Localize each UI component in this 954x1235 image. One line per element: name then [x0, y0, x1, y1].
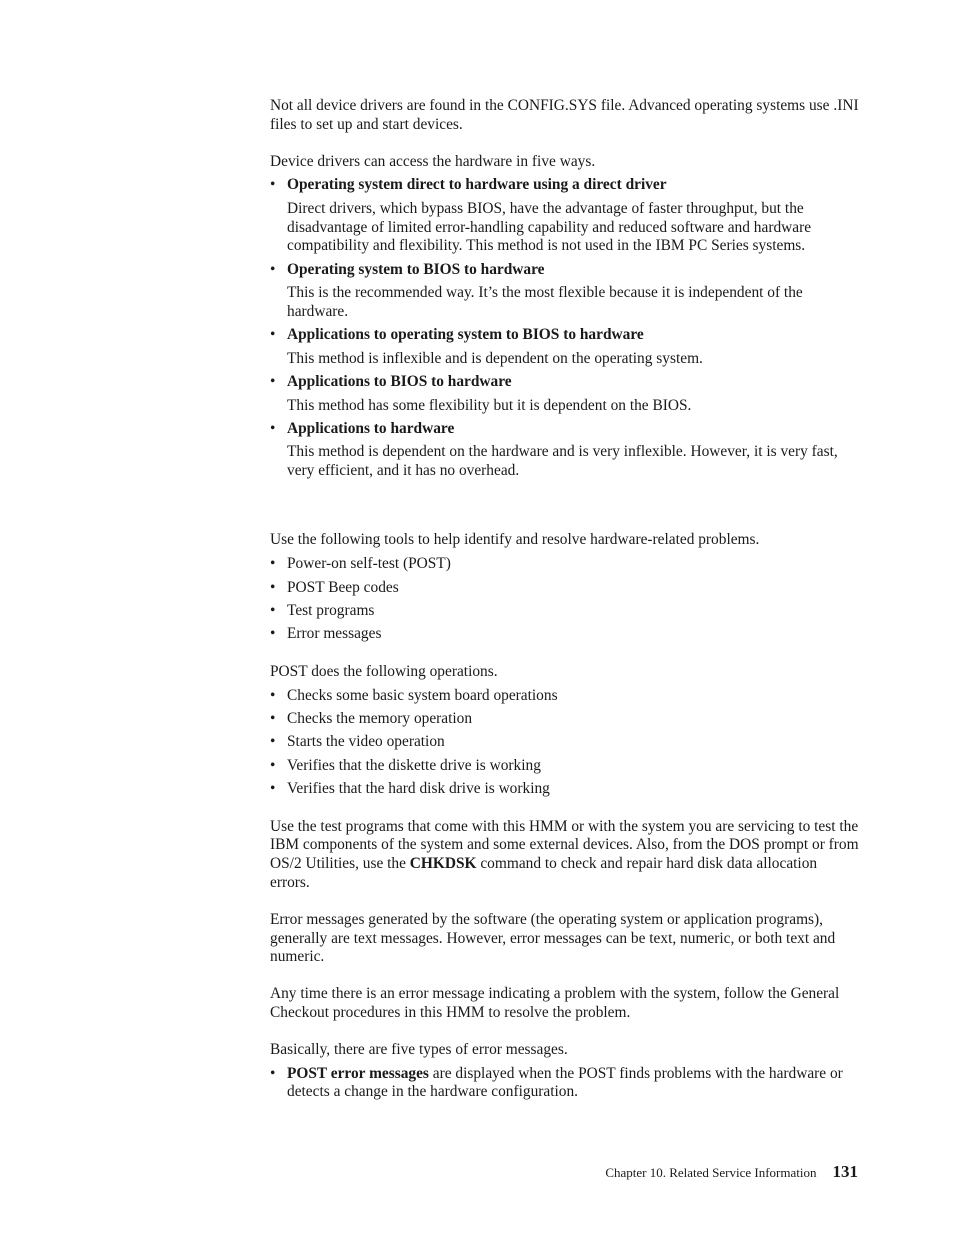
list-item: • Power-on self-test (POST): [270, 555, 860, 574]
list-item-term: • Applications to hardware: [287, 419, 455, 437]
list-item: [270, 373, 860, 415]
list-item-term: • Applications to operating system to BIOS to hardware: [287, 326, 644, 344]
list-item-desc: This is the recommended way. It’s the most flexible because it is independent of the hardware.: [287, 284, 803, 320]
list-item: [270, 420, 860, 481]
list-item: • Starts the video operation: [270, 733, 860, 752]
post-list: [270, 687, 860, 799]
list-item: [270, 326, 860, 368]
list-item-desc: This method has some flexibility but it is dependent on the BIOS.: [287, 396, 692, 414]
access-ways-list: [270, 176, 860, 481]
list-item: • Test programs: [270, 602, 860, 621]
list-item-term: • Applications to BIOS to hardware: [287, 373, 512, 391]
test-programs-paragraph: [270, 818, 860, 893]
intro-paragraph-2: Device drivers can access the hardware in five ways.: [270, 152, 596, 170]
chkdsk-command: CHKDSK: [409, 855, 477, 873]
error-messages-paragraph-3: Basically, there are five types of error messages.: [270, 1040, 568, 1058]
page-number: 131: [832, 1162, 858, 1181]
list-item: • Checks the memory operation: [270, 710, 860, 729]
error-messages-paragraph-2: Any time there is an error message indicating a problem with the system, follow the General Checkout procedures in this HMM to resolve the problem.: [270, 985, 840, 1021]
list-item-term: • Operating system direct to hardware using a direct driver: [287, 176, 667, 194]
list-item-term: POST error messages: [287, 1064, 429, 1082]
tools-list: [270, 555, 860, 644]
page-body: [270, 97, 860, 1107]
error-types-list: [270, 1065, 860, 1103]
tools-intro: Use the following tools to help identify and resolve hardware-related problems.: [270, 531, 760, 549]
list-item: • Error messages: [270, 625, 860, 644]
list-item-term: • Operating system to BIOS to hardware: [287, 260, 545, 278]
list-item: [270, 176, 860, 256]
list-item: [270, 1065, 860, 1103]
list-item-desc: This method is inflexible and is dependent on the operating system.: [287, 349, 703, 367]
test-programs-text-pre: Use the test programs that come with this HMM or with the system you are servicing to test the IBM components of the system and some external devices. Also, from the DOS prompt or from OS/2 Utilities, use the: [270, 817, 859, 873]
list-item: • Checks some basic system board operations: [270, 687, 860, 706]
list-item-desc: This method is dependent on the hardware and is very inflexible. However, it is very fast, very efficient, and it has no overhead.: [287, 443, 838, 480]
post-intro: POST does the following operations.: [270, 662, 498, 680]
page-footer: [605, 1162, 858, 1182]
test-programs-text-post: command to check and repair hard disk data allocation errors.: [270, 855, 818, 891]
chapter-title: Chapter 10. Related Service Information: [605, 1165, 817, 1180]
error-messages-paragraph-1: Error messages generated by the software (the operating system or application programs), generally are text messages. However, error messages can be text, numeric, or both text and numeric.: [270, 910, 836, 966]
list-item: • Verifies that the hard disk drive is working: [270, 780, 860, 799]
list-item-desc: are displayed when the POST finds problems with the hardware or detects a change in the hardware configuration.: [287, 1064, 843, 1101]
list-item: • Verifies that the diskette drive is working: [270, 757, 860, 776]
list-item: [270, 261, 860, 322]
list-item-desc: Direct drivers, which bypass BIOS, have the advantage of faster throughput, but the disadvantage of limited error-handling capability and reduced software and hardware compatibility and flexibility. This method is not used in the IBM PC Series systems.: [287, 199, 812, 255]
intro-paragraph-1: Not all device drivers are found in the CONFIG.SYS file. Advanced operating systems use .INI files to set up and start devices.: [270, 97, 859, 133]
list-item: • POST Beep codes: [270, 579, 860, 598]
